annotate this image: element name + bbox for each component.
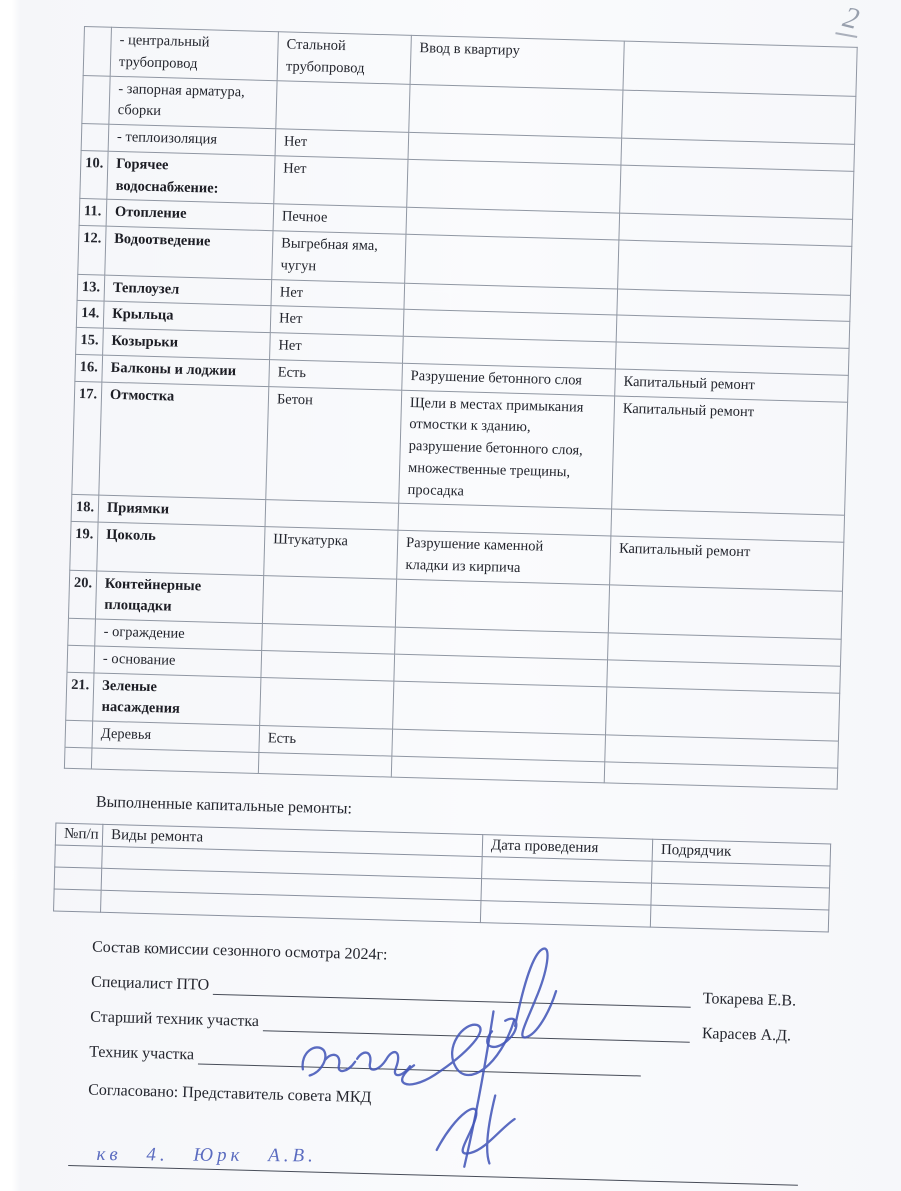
scanned-document xyxy=(53,26,862,1187)
cell-num xyxy=(83,27,111,76)
cell-num xyxy=(68,618,96,645)
cell-name: - основание xyxy=(94,646,262,677)
cell-num: 11. xyxy=(79,199,107,226)
cell-value: Штукатурка xyxy=(264,527,398,579)
cell-action xyxy=(618,240,852,295)
cell-defects: Ввод в квартиру xyxy=(410,35,624,89)
cell-action: Капитальный ремонт xyxy=(615,369,849,402)
cell-defects xyxy=(393,681,607,735)
repairs-empty-cell xyxy=(55,845,103,868)
member-role-label: Специалист ПТО xyxy=(90,973,210,994)
cell-name: Приямки xyxy=(98,495,266,526)
cell-name: Цоколь xyxy=(97,522,265,575)
cell-defects xyxy=(391,756,604,783)
cell-value: Нет xyxy=(270,333,404,363)
repairs-table xyxy=(53,822,831,932)
cell-name: Теплоузел xyxy=(104,275,272,306)
signature-tokareva-ink xyxy=(487,947,557,1048)
cell-name: Балконы и лоджии xyxy=(102,355,270,386)
member-name: Токарева Е.В. xyxy=(702,990,797,1010)
cell-value: Стальной трубопровод xyxy=(277,32,411,84)
cell-value: Нет xyxy=(271,279,405,309)
repairs-header-cell: Подрядчик xyxy=(652,839,831,866)
cell-value: Нет xyxy=(270,306,404,336)
repairs-empty-cell xyxy=(480,900,651,927)
inspection-table xyxy=(64,26,858,789)
cell-defects xyxy=(395,579,609,633)
cell-value xyxy=(262,575,396,627)
cell-value: Есть xyxy=(259,726,393,756)
signature-technician-ink xyxy=(302,1047,410,1078)
cell-action: Капитальный ремонт xyxy=(612,395,848,515)
cell-defects: Разрушение бетонного слоя xyxy=(402,363,616,396)
cell-defects: Щели в местах примыкания отмостки к зданию, разрушение бетонного слоя, множественные трещины, просадка xyxy=(399,390,615,509)
cell-name: Контейнерные площадки xyxy=(95,571,263,624)
cell-value: Выгребная яма, чугун xyxy=(272,231,406,283)
repairs-header-cell: №п/п xyxy=(55,823,103,846)
cell-num xyxy=(65,720,93,747)
repairs-empty-cell xyxy=(650,905,829,932)
handwritten-note: кв 4. Юрк А.В. xyxy=(96,1144,317,1167)
cell-value: Нет xyxy=(275,129,409,159)
cell-value: Нет xyxy=(274,155,408,207)
cell-action xyxy=(606,686,840,741)
page-number: 2 xyxy=(839,2,864,38)
cell-value xyxy=(258,752,392,777)
cell-num: 12. xyxy=(78,225,106,274)
repairs-header-cell: Дата проведения xyxy=(482,834,653,861)
cell-num: 14. xyxy=(76,301,104,328)
main-table-body xyxy=(64,27,857,789)
cell-num: 19. xyxy=(70,521,98,570)
cell-num xyxy=(82,75,110,124)
cell-name xyxy=(91,748,259,774)
approval-text: Согласовано: Представитель совета МКД xyxy=(87,1081,372,1107)
cell-num: 20. xyxy=(68,570,96,619)
cell-action: Капитальный ремонт xyxy=(610,536,844,591)
cell-value: Есть xyxy=(269,359,403,389)
cell-name: Деревья xyxy=(92,721,260,752)
cell-value xyxy=(261,650,395,680)
cell-name: - запорная арматура, сборки xyxy=(109,76,277,129)
cell-value xyxy=(260,677,394,729)
repairs-header-cell: Виды ремонта xyxy=(102,824,482,856)
cell-num xyxy=(81,123,109,150)
cell-action xyxy=(623,41,857,96)
member-role-label: Старший техник участка xyxy=(89,1008,260,1031)
cell-defects xyxy=(409,84,623,138)
cell-name: Отмостка xyxy=(99,382,269,500)
cell-name: - теплоизоляция xyxy=(108,124,276,155)
cell-value: Печное xyxy=(273,204,407,234)
member-name xyxy=(641,1077,809,1082)
repairs-empty-cell xyxy=(54,867,102,890)
cell-action xyxy=(622,90,856,145)
commission-title: Состав комиссии сезонного осмотра 2024г: xyxy=(91,938,388,964)
member-name: Карасев А.Д. xyxy=(701,1025,792,1045)
cell-value xyxy=(276,80,410,132)
cell-num xyxy=(67,645,95,672)
cell-value xyxy=(262,624,396,654)
signature-representative-ink xyxy=(436,1094,515,1164)
cell-defects: Разрушение каменной кладки из кирпича xyxy=(397,530,611,584)
cell-num: 15. xyxy=(76,327,104,354)
cell-name: - ограждение xyxy=(95,619,263,650)
cell-name: Водоотведение xyxy=(105,226,273,279)
cell-action xyxy=(608,584,842,639)
cell-name: Горячее водоснабжение: xyxy=(107,151,275,204)
signature-karasev-ink xyxy=(400,1009,515,1168)
cell-num xyxy=(64,747,92,769)
cell-name: Зеленые насаждения xyxy=(93,673,261,726)
cell-defects xyxy=(407,159,621,213)
cell-defects xyxy=(405,234,619,288)
cell-value xyxy=(265,500,399,530)
signatures-overlay xyxy=(226,930,662,1187)
cell-name: Крыльца xyxy=(103,301,271,332)
cell-action xyxy=(620,165,854,220)
commission-section xyxy=(86,938,812,1186)
table-row xyxy=(72,381,848,516)
cell-num: 13. xyxy=(77,274,105,301)
cell-name: Козырьки xyxy=(103,328,271,359)
cell-name: Отопление xyxy=(106,199,274,230)
repairs-section-title: Выполненные капитальные ремонты: xyxy=(95,793,353,818)
cell-num: 18. xyxy=(71,495,99,522)
cell-value: Бетон xyxy=(266,386,402,503)
cell-num: 10. xyxy=(80,150,108,199)
repairs-empty-cell xyxy=(54,889,102,912)
cell-name: - центральный трубопровод xyxy=(110,27,278,80)
cell-num: 17. xyxy=(72,381,102,495)
member-role-label: Техник участка xyxy=(89,1043,195,1064)
cell-num: 16. xyxy=(75,354,103,381)
cell-num: 21. xyxy=(66,672,94,721)
